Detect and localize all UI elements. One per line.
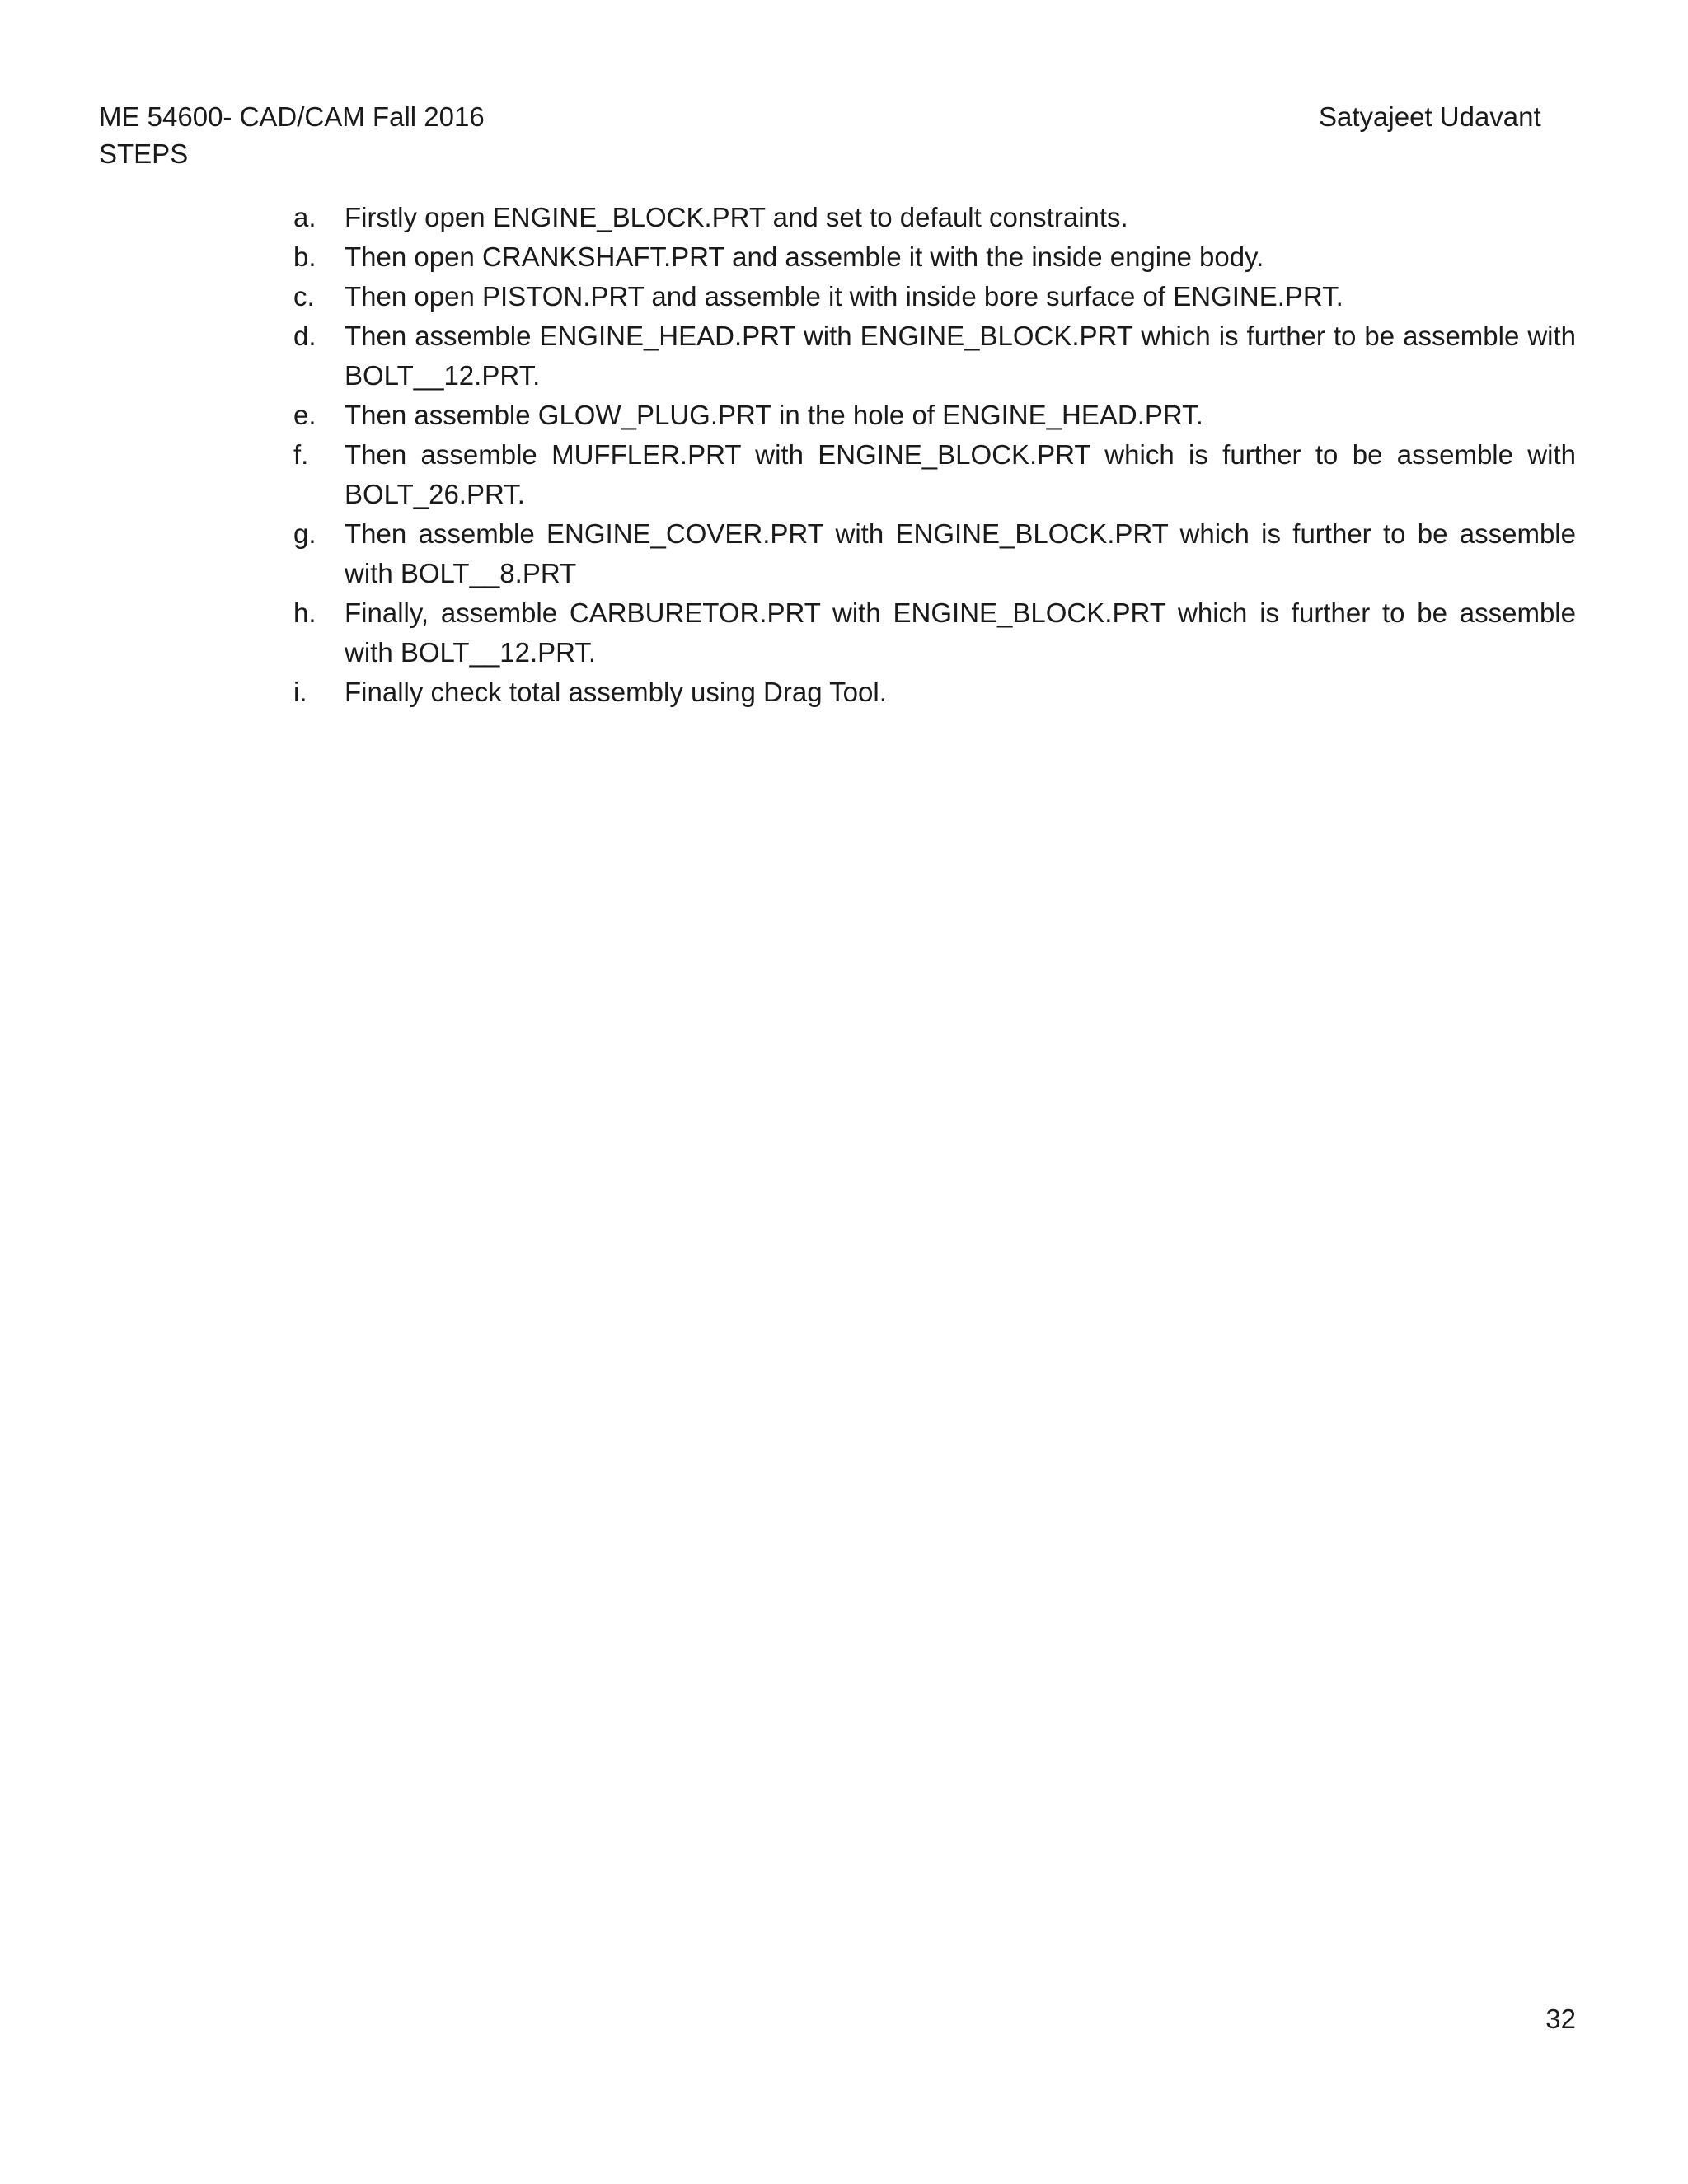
page-number: 32 [1545,2004,1576,2034]
step-item-a [293,198,1576,237]
step-marker: g. [293,518,316,549]
step-marker: a. [293,202,316,232]
step-item-d [293,316,1576,396]
header-author-name: Satyajeet Udavant [1319,101,1541,132]
step-item-g [293,514,1576,593]
step-text: Finally, assemble CARBURETOR.PRT with ENGINE_BLOCK.PRT which is further to be assemble with BOLT__12.PRT. [345,598,1576,668]
step-marker: i. [293,677,307,707]
step-text: Then assemble ENGINE_HEAD.PRT with ENGINE_BLOCK.PRT which is further to be assemble with BOLT__12.PRT. [345,321,1576,391]
section-heading: STEPS [99,138,189,169]
step-item-f [293,435,1576,514]
step-marker: c. [293,281,315,312]
step-text: Then assemble MUFFLER.PRT with ENGINE_BLOCK.PRT which is further to be assemble with BOLT_26.PRT. [345,439,1576,509]
step-text: Firstly open ENGINE_BLOCK.PRT and set to default constraints. [345,202,1128,232]
step-item-h [293,593,1576,673]
step-item-b [293,237,1576,277]
step-text: Then assemble GLOW_PLUG.PRT in the hole of ENGINE_HEAD.PRT. [345,400,1203,430]
step-item-i [293,673,1576,712]
step-text: Then assemble ENGINE_COVER.PRT with ENGINE_BLOCK.PRT which is further to be assemble with BOLT__8.PRT [345,518,1576,588]
header-course-title: ME 54600- CAD/CAM Fall 2016 [99,101,485,132]
step-marker: e. [293,400,316,430]
step-text: Then open CRANKSHAFT.PRT and assemble it with the inside engine body. [345,241,1264,272]
step-marker: h. [293,598,316,628]
step-text: Finally check total assembly using Drag Tool. [345,677,887,707]
step-marker: f. [293,439,309,470]
step-marker: d. [293,321,316,351]
step-item-c [293,277,1576,316]
steps-list [293,198,1576,712]
step-text: Then open PISTON.PRT and assemble it with inside bore surface of ENGINE.PRT. [345,281,1343,312]
step-marker: b. [293,241,316,272]
step-item-e [293,396,1576,435]
